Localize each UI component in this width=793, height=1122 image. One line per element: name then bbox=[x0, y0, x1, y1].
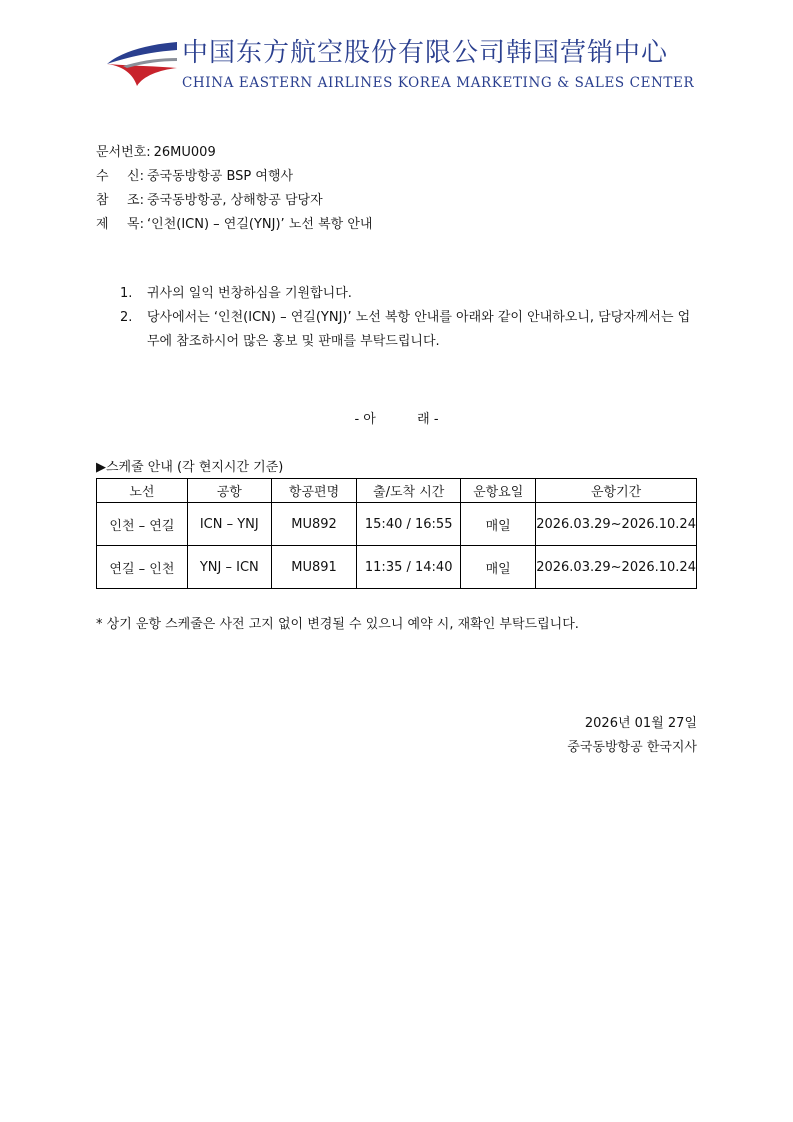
list-item: 1. 귀사의 일익 번창하심을 기원합니다. bbox=[120, 286, 352, 301]
doc-number: 26MU009 bbox=[153, 145, 216, 160]
recipient: 중국동방항공 BSP 여행사 bbox=[147, 169, 294, 184]
recipient-label: 수 신: bbox=[96, 169, 144, 184]
company-name-english: CHINA EASTERN AIRLINES KOREA MARKETING & SALES CENTER bbox=[182, 75, 695, 91]
subject: ‘인천(ICN) – 연길(YNJ)’ 노선 복항 안내 bbox=[147, 217, 373, 232]
china-eastern-swallow-logo-icon bbox=[103, 36, 179, 86]
header-days: 운항요일 bbox=[461, 479, 536, 503]
issue-date: 2026년 01월 27일 bbox=[584, 716, 697, 731]
reference: 중국동방항공, 상해항공 담당자 bbox=[147, 193, 323, 208]
reference-label: 참 조: bbox=[96, 193, 144, 208]
body-list bbox=[120, 282, 700, 354]
section-heading: - 아 래 - bbox=[354, 412, 439, 427]
schedule-note: * 상기 운항 스케줄은 사전 고지 없이 변경될 수 있으니 예약 시, 재확인 부탁드립니다. bbox=[96, 617, 579, 632]
header-period: 운항기간 bbox=[536, 479, 697, 503]
schedule-table bbox=[96, 478, 697, 589]
company-name-chinese: 中国东方航空股份有限公司韩国营销中心 bbox=[182, 38, 669, 68]
list-item: 2. 당사에서는 ‘인천(ICN) – 연길(YNJ)’ 노선 복항 안내를 아래와 같이 안내하오니, 담당자께서는 업무에 참조하시어 많은 홍보 및 판매를 부탁드립니다. bbox=[120, 310, 691, 349]
header-time: 출/도착 시간 bbox=[357, 479, 461, 503]
table-header-row bbox=[97, 479, 697, 503]
reference-row bbox=[96, 189, 372, 213]
table-row: 인천 – 연길 ICN – YNJ MU892 15:40 / 16:55 매일 2026.03.29~2026.10.24 bbox=[97, 503, 697, 546]
doc-number-row bbox=[96, 141, 372, 165]
table-row: 연길 – 인천 YNJ – ICN MU891 11:35 / 14:40 매일 2026.03.29~2026.10.24 bbox=[97, 546, 697, 589]
header-route: 노선 bbox=[97, 479, 188, 503]
subject-label: 제 목: bbox=[96, 217, 144, 232]
issuer: 중국동방항공 한국지사 bbox=[567, 740, 697, 755]
header-airport: 공항 bbox=[187, 479, 271, 503]
document-header bbox=[96, 141, 372, 237]
recipient-row bbox=[96, 165, 372, 189]
header-flight: 항공편명 bbox=[271, 479, 356, 503]
subject-row bbox=[96, 213, 372, 237]
schedule-title: ▶스케줄 안내 (각 현지시간 기준) bbox=[96, 460, 284, 475]
doc-number-label: 문서번호: bbox=[96, 145, 151, 160]
signature-block bbox=[567, 712, 697, 760]
